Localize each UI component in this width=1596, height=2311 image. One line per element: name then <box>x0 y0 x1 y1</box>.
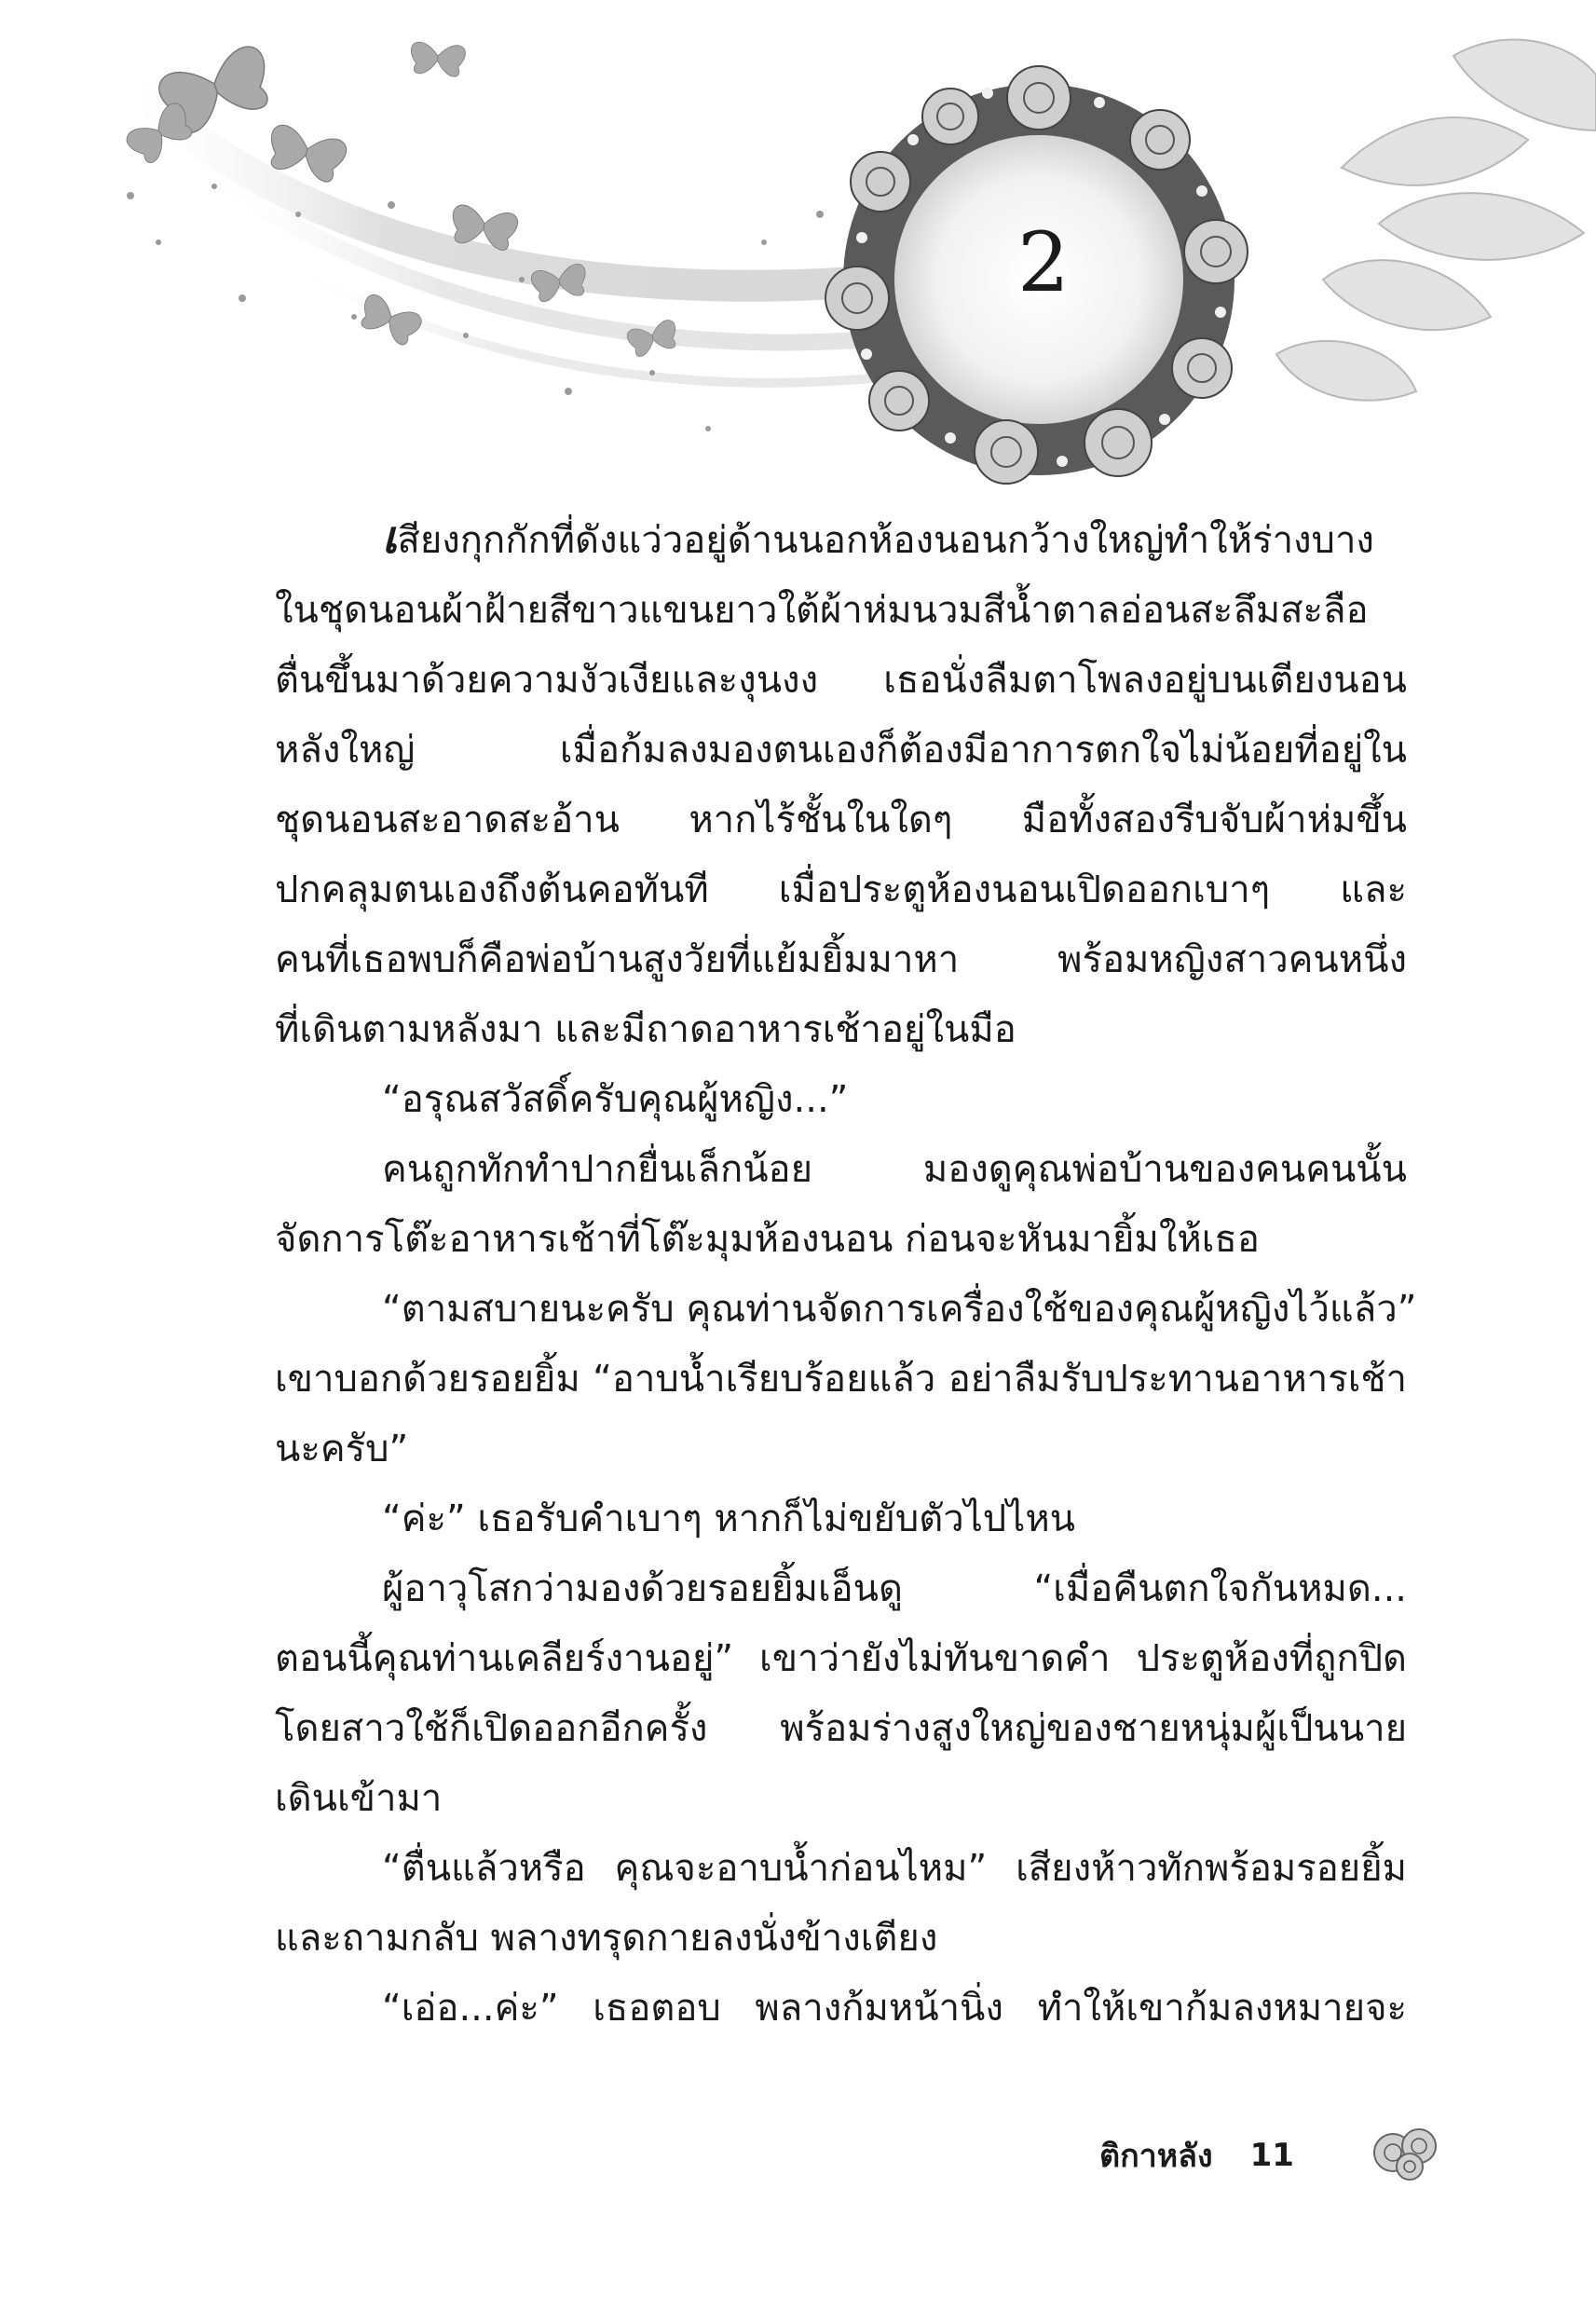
paragraph-line: ที่เดินตามหลังมา และมีถาดอาหารเช้าอยู่ในมือ <box>275 1008 1016 1051</box>
page-footer <box>1099 2127 1294 2183</box>
chapter-header-illustration <box>0 0 1596 485</box>
paragraph-line: คนถูกทักทำปากยื่นเล็กน้อย มองดูคุณพ่อบ้านของคนคนนั้น <box>382 1148 1407 1191</box>
drop-cap-letter: เ <box>382 512 398 564</box>
paragraph-line: และถามกลับ พลางทรุดกายลงนั่งข้างเตียง <box>275 1917 938 1960</box>
paragraph-line: ผู้อาวุโสกว่ามองด้วยรอยยิ้มเอ็นดู “เมื่อคืนตกใจกันหมด... <box>382 1567 1407 1610</box>
footer-flower-icon <box>1365 2111 1449 2185</box>
chapter-body-text <box>275 503 1417 2044</box>
paragraph-line: นะครับ” <box>275 1428 409 1470</box>
page-number: 11 <box>1249 2137 1294 2174</box>
paragraph-line: โดยสาวใช้ก็เปิดออกอีกครั้ง พร้อมร่างสูงใหญ่ของชายหนุ่มผู้เป็นนาย <box>275 1707 1407 1750</box>
paragraph-line: “ตื่นแล้วหรือ คุณจะอาบน้ำก่อนไหม” เสียงห้าวทักพร้อมรอยยิ้ม <box>382 1847 1407 1890</box>
footer-book-title: ติกาหลัง <box>1099 2138 1213 2175</box>
chapter-number: 2 <box>1017 214 1070 310</box>
paragraph-line: เขาบอกด้วยรอยยิ้ม “อาบน้ำเรียบร้อยแล้ว อย่าลืมรับประทานอาหารเช้า <box>275 1358 1407 1401</box>
paragraph-line: คนที่เธอพบก็คือพ่อบ้านสูงวัยที่แย้มยิ้มมาหา พร้อมหญิงสาวคนหนึ่ง <box>275 938 1407 981</box>
paragraph-line: ตื่นขึ้นมาด้วยความงัวเงียและงุนงง เธอนั่งลืมตาโพลงอยู่บนเตียงนอน <box>275 659 1407 702</box>
paragraph-line: หลังใหญ่ เมื่อก้มลงมองตนเองก็ต้องมีอาการตกใจไม่น้อยที่อยู่ใน <box>275 729 1407 772</box>
paragraph-line: “เอ่อ...ค่ะ” เธอตอบ พลางก้มหน้านิ่ง ทำให้เขาก้มลงหมายจะ <box>382 1987 1407 2030</box>
paragraph-line: “อรุณสวัสดิ์ครับคุณผู้หญิง...” <box>382 1078 849 1121</box>
paragraph-line: ในชุดนอนผ้าฝ้ายสีขาวแขนยาวใต้ผ้าห่มนวมสีน้ำตาลอ่อนสะลึมสะลือ <box>275 589 1369 632</box>
paragraph-line: ตอนนี้คุณท่านเคลียร์งานอยู่” เขาว่ายังไม่ทันขาดคำ ประตูห้องที่ถูกปิด <box>275 1637 1407 1680</box>
paragraph-line: “ตามสบายนะครับ คุณท่านจัดการเครื่องใช้ของคุณผู้หญิงไว้แล้ว” <box>382 1288 1417 1331</box>
paragraph-line: เดินเข้ามา <box>275 1777 443 1820</box>
paragraph-line: จัดการโต๊ะอาหารเช้าที่โต๊ะมุมห้องนอน ก่อนจะหันมายิ้มให้เธอ <box>275 1218 1260 1261</box>
paragraph-line: “ค่ะ” เธอรับคำเบาๆ หากก็ไม่ขยับตัวไปไหน <box>382 1497 1076 1540</box>
paragraph-line: เสียงกุกกักที่ดังแว่วอยู่ด้านนอกห้องนอนกว้างใหญ่ทำให้ร่างบาง <box>382 512 1374 564</box>
paragraph-line: ปกคลุมตนเองถึงต้นคอทันที เมื่อประตูห้องนอนเปิดออกเบาๆ และ <box>275 868 1407 911</box>
paragraph-line: ชุดนอนสะอาดสะอ้าน หากไร้ชั้นในใดๆ มือทั้งสองรีบจับผ้าห่มขึ้น <box>275 799 1407 841</box>
lily-flowers-decoration <box>1276 40 1596 401</box>
butterfly-decoration <box>123 41 680 358</box>
